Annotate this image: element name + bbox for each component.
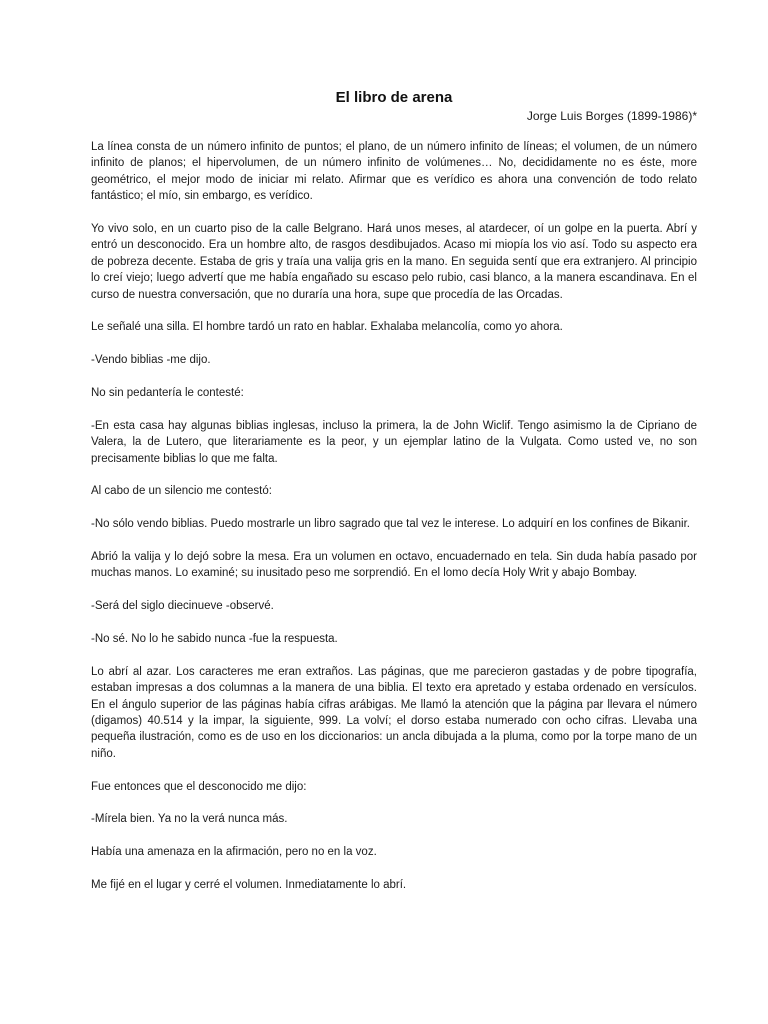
paragraph: -Será del siglo diecinueve -observé. (91, 600, 274, 613)
document-title: El libro de arena (335, 89, 453, 106)
paragraph: Abrió la valija y lo dejó sobre la mesa. Era un volumen en octavo, encuadernado en tela. Sin duda había pasado por muchas manos. Lo examiné; su inusitado peso me sorprendió. En el lomo decía Holy Writ y abajo Bombay. (91, 551, 697, 580)
paragraph: Fue entonces que el desconocido me dijo: (91, 780, 307, 793)
paragraph: Le señalé una silla. El hombre tardó un rato en hablar. Exhalaba melancolía, como yo ahora. (91, 321, 563, 334)
paragraph: Me fijé en el lugar y cerré el volumen. Inmediatamente lo abrí. (91, 879, 407, 892)
paragraph: -No sé. No lo he sabido nunca -fue la respuesta. (91, 633, 338, 646)
paragraph: Lo abrí al azar. Los caracteres me eran extraños. Las páginas, que me parecieron gastadas y de pobre tipografía, estaban impresas a dos columnas a la manera de una biblia. El texto era apretado y estaba ordenado en versículos. En el ángulo superior de las páginas había cifras arábigas. Me llamó la atención que la página par llevara el número (digamos) 40.514 y la impar, la siguiente, 999. La volví; el dorso estaba numerado con ocho cifras. Llevaba una pequeña ilustración, como es de uso en los diccionarios: un ancla dibujada a la pluma, como por la torpe mano de un niño. (91, 665, 697, 760)
paragraph: -No sólo vendo biblias. Puedo mostrarle un libro sagrado que tal vez le interese. Lo adquirí en los confines de Bikanir. (91, 518, 690, 531)
paragraph: Había una amenaza en la afirmación, pero no en la voz. (91, 846, 377, 859)
document-page (91, 88, 697, 910)
paragraph: No sin pedantería le contesté: (91, 387, 244, 400)
paragraph: -En esta casa hay algunas biblias inglesas, incluso la primera, la de John Wiclif. Tengo asimismo la de Cipriano de Valera, la de Lutero, que literariamente es la peor, y un ejemplar latino de la Vulgata. Como usted ve, no son precisamente biblias lo que me falta. (91, 419, 697, 465)
paragraph: Al cabo de un silencio me contestó: (91, 485, 272, 498)
paragraph: La línea consta de un número infinito de puntos; el plano, de un número infinito de líneas; el volumen, de un número infinito de planos; el hipervolumen, de un número infinito de volúmenes… No, decididamente no es éste, more geométrico, el mejor modo de iniciar mi relato. Afirmar que es verídico es ahora una convención de todo relato fantástico; el mío, sin embargo, es verídico. (91, 141, 697, 203)
paragraph: Yo vivo solo, en un cuarto piso de la calle Belgrano. Hará unos meses, al atardecer, oí un golpe en la puerta. Abrí y entró un desconocido. Era un hombre alto, de rasgos desdibujados. Acaso mi miopía los vio así. Todo su aspecto era de pobreza decente. Estaba de gris y traía una valija gris en la mano. En seguida sentí que era extranjero. Al principio lo creí viejo; luego advertí que me había engañado su escaso pelo rubio, casi blanco, a la manera escandinava. En el curso de nuestra conversación, que no duraría una hora, supe que procedía de las Orcadas. (91, 223, 697, 301)
paragraph: -Vendo biblias -me dijo. (91, 354, 211, 367)
document-author: Jorge Luis Borges (1899-1986)* (526, 109, 697, 123)
paragraph: -Mírela bien. Ya no la verá nunca más. (91, 813, 288, 826)
